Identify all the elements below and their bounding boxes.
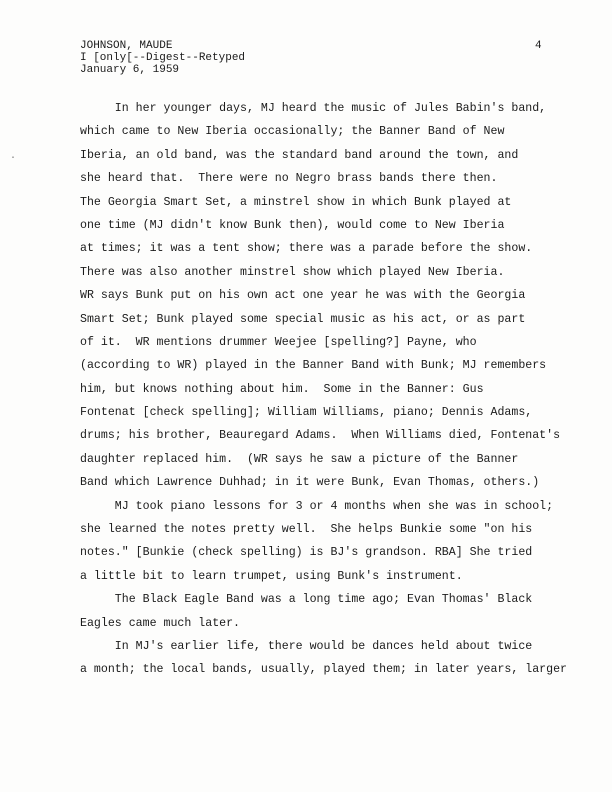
text-line: There was also another minstrel show which played New Iberia. xyxy=(80,265,505,279)
text-line: daughter replaced him. (WR says he saw a picture of the Banner xyxy=(80,452,519,466)
page-number: 4 xyxy=(535,40,542,52)
text-line: at times; it was a tent show; there was a parade before the show. xyxy=(80,242,533,256)
text-line: one time (MJ didn't know Bunk then), would come to New Iberia xyxy=(80,218,505,232)
document-header xyxy=(80,40,245,76)
document-body xyxy=(80,97,600,682)
text-line: WR says Bunk put on his own act one year he was with the Georgia xyxy=(80,289,526,303)
text-line: she heard that. There were no Negro brass bands there then. xyxy=(80,172,498,186)
header-line: January 6, 1959 xyxy=(80,64,180,76)
text-line: she learned the notes pretty well. She helps Bunkie some "on his xyxy=(80,523,533,537)
text-line: In MJ's earlier life, there would be dances held about twice xyxy=(80,639,533,653)
text-line: Fontenat [check spelling]; William Williams, piano; Dennis Adams, xyxy=(80,406,533,420)
text-line: Smart Set; Bunk played some special music as his act, or as part xyxy=(80,312,526,326)
text-line: Iberia, an old band, was the standard band around the town, and xyxy=(80,148,519,162)
text-line: him, but knows nothing about him. Some in the Banner: Gus xyxy=(80,382,484,396)
text-line: a month; the local bands, usually, played them; in later years, larger xyxy=(80,663,568,677)
header-line: I [only[--Digest--Retyped xyxy=(80,52,246,64)
text-line: The Georgia Smart Set, a minstrel show in which Bunk played at xyxy=(80,195,512,209)
text-line: MJ took piano lessons for 3 or 4 months when she was in school; xyxy=(80,499,554,513)
margin-mark: · xyxy=(10,153,17,164)
text-line: Eagles came much later. xyxy=(80,616,241,630)
text-line: which came to New Iberia occasionally; the Banner Band of New xyxy=(80,125,505,139)
text-line: notes." [Bunkie (check spelling) is BJ's grandson. RBA] She tried xyxy=(80,546,533,560)
text-line: drums; his brother, Beauregard Adams. When Williams died, Fontenat's xyxy=(80,429,561,443)
text-line: (according to WR) played in the Banner Band with Bunk; MJ remembers xyxy=(80,359,547,373)
text-line: a little bit to learn trumpet, using Bunk's instrument. xyxy=(80,569,463,583)
text-line: Band which Lawrence Duhhad; in it were Bunk, Evan Thomas, others.) xyxy=(80,476,540,490)
text-line: of it. WR mentions drummer Weejee [spelling?] Payne, who xyxy=(80,335,477,349)
text-line: The Black Eagle Band was a long time ago; Evan Thomas' Black xyxy=(80,593,533,607)
text-line: In her younger days, MJ heard the music of Jules Babin's band, xyxy=(80,102,547,115)
header-line: JOHNSON, MAUDE xyxy=(80,40,173,52)
